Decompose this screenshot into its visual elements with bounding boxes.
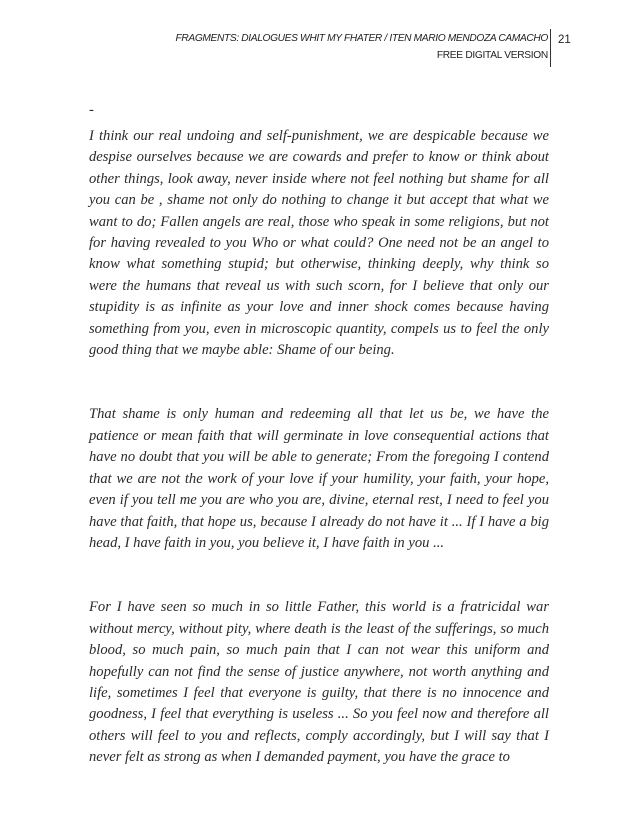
header-title: FRAGMENTS: DIALOGUES WHIT MY FHATER / ITEN MARIO MENDOZA CAMACHO <box>175 33 548 44</box>
page-number: 21 <box>558 34 571 46</box>
paragraph-2: That shame is only human and redeeming all that let us be, we have the patience or mean faith that will germinate in love consequential actions that have no doubt that you will be able to generate; From the foregoing I contend that we are not the work of your love if your humility, your faith, your hope, even if you tell me you are who you are, divine, eternal rest, I need to feel you have that faith, that hope us, because I already do not have it ... If I have a big head, I have faith in you, you believe it, I have faith in you ... <box>89 406 549 551</box>
page-body <box>89 100 549 769</box>
header-divider <box>550 29 551 67</box>
paragraph-1: I think our real undoing and self-punishment, we are despicable because we despise ourselves because we are cowards and prefer to know or think about other things, look away, never inside where not feel nothing but shame for all you can be , shame not only do nothing to change it but accept that what we want to do; Fallen angels are real, those who speak in some religions, but not for having revealed to you Who or what could? One need not be an angel to know what something stupid; but otherwise, thinking deeply, why think so were the humans that reveal us with such scorn, for I believe that only our stupidity is as infinite as your love and inner shock comes because having something from you, even in microscopic quantity, compels us to feel the only good thing that we maybe able: Shame of our being. <box>89 128 549 359</box>
section-dash: - <box>89 102 94 118</box>
running-header <box>80 30 548 64</box>
header-subtitle: FREE DIGITAL VERSION <box>436 50 548 61</box>
paragraph-3: For I have seen so much in so little Father, this world is a fratricidal war without mercy, without pity, where death is the least of the sufferings, so much blood, so much pain, so much pain that I can not wear this uniform and hopefully can not find the sense of justice anywhere, not worth anything and life, sometimes I feel that everyone is guilty, that there is no innocence and goodness, I feel that everything is useless ... So you feel now and therefore all others will feel to you and reflects, comply accordingly, but I will say that I never felt as strong as when I demanded payment, you have the grace to <box>89 599 549 766</box>
